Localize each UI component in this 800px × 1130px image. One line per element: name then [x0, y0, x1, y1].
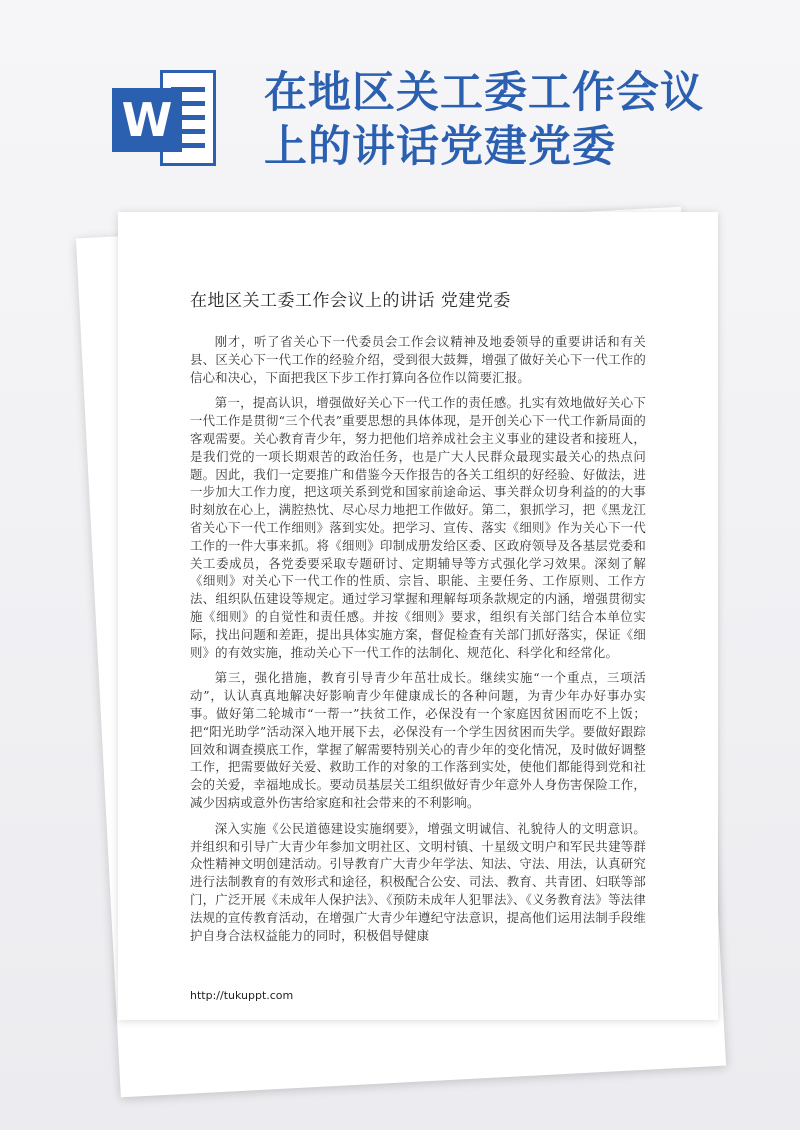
page-title: 在地区关工委工作会议上的讲话党建党委 [264, 68, 704, 172]
document-page [118, 212, 718, 1020]
word-document-icon [112, 70, 216, 166]
word-badge: W [112, 88, 182, 152]
paragraph-2: 第一，提高认识，增强做好关心下一代工作的责任感。扎实有效地做好关心下一代工作是贯彻“三个代表”重要思想的具体体现，是开创关心下一代工作新局面的客观需要。关心教育青少年，努力把他们培养成社会主义事业的建设者和接班人，是我们党的一项长期艰苦的政治任务，也是广大人民群众最现实最关心的热点问题。因此，我们一定要推广和借鉴今天作报告的各关工组织的好经验、好做法，进一步加大工作力度，把这项关系到党和国家前途命运、事关群众切身利益的的大事时刻放在心上，满腔热忱、尽心尽力地把工作做好。第二，狠抓学习，把《黑龙江省关心下一代工作细则》落到实处。把学习、宣传、落实《细则》作为关心下一代工作的一件大事来抓。将《细则》印制成册发给区委、区政府领导及各基层党委和关工委成员，各党委要采取专题研讨、定期辅导等方式强化学习效果。深刻了解《细则》对关心下一代工作的性质、宗旨、职能、主要任务、工作原则、工作方法、组织队伍建设等规定。通过学习掌握和理解每项条款规定的内涵，增强贯彻实施《细则》的自觉性和责任感。并按《细则》要求，组织有关部门结合本单位实际，找出问题和差距，提出具体实施方案，督促检查有关部门抓好落实，保证《细则》的有效实施，推动关心下一代工作的法制化、规范化、科学化和经常化。 [190, 395, 646, 660]
paragraph-3: 第三，强化措施，教育引导青少年茁壮成长。继续实施“一个重点，三项活动”，认认真真地解决好影响青少年健康成长的各种问题，为青少年办好事办实事。做好第二轮城市“一帮一”扶贫工作，必保没有一个家庭因贫困而吃不上饭；把“阳光助学”活动深入地开展下去，必保没有一个学生因贫困而失学。要做好跟踪回效和调查摸底工作，掌握了解需要特别关心的青少年的变化情况，及时做好调整工作，把需要做好关爱、救助工作的对象的工作落到实处，使他们都能得到党和社会的关爱，幸福地成长。要动员基层关工组织做好青少年意外人身伤害保险工作，减少因病或意外伤害给家庭和社会带来的不利影响。 [190, 670, 646, 810]
header [0, 0, 800, 200]
document-heading: 在地区关工委工作会议上的讲话 党建党委 [190, 291, 511, 311]
paragraph-1: 刚才，听了省关心下一代委员会工作会议精神及地委领导的重要讲话和有关县、区关心下一代工作的经验介绍，受到很大鼓舞，增强了做好关心下一代工作的信心和决心，下面把我区下步工作打算向各位作以简要汇报。 [190, 334, 646, 385]
footer-url: http://tukuppt.com [190, 989, 294, 1002]
paragraph-4: 深入实施《公民道德建设实施纲要》，增强文明诚信、礼貌待人的文明意识。并组织和引导广大青少年参加文明社区、文明村镇、十星级文明户和军民共建等群众性精神文明创建活动。引导教育广大青少年学法、知法、守法、用法，认真研究进行法制教育的有效形式和途径，积极配合公安、司法、教育、共青团、妇联等部门，广泛开展《未成年人保护法》、《预防未成年人犯罪法》、《义务教育法》等法律法规的宣传教育活动，在增强广大青少年遵纪守法意识，提高他们运用法制手段维护自身合法权益能力的同时，积极倡导健康 [190, 820, 646, 943]
